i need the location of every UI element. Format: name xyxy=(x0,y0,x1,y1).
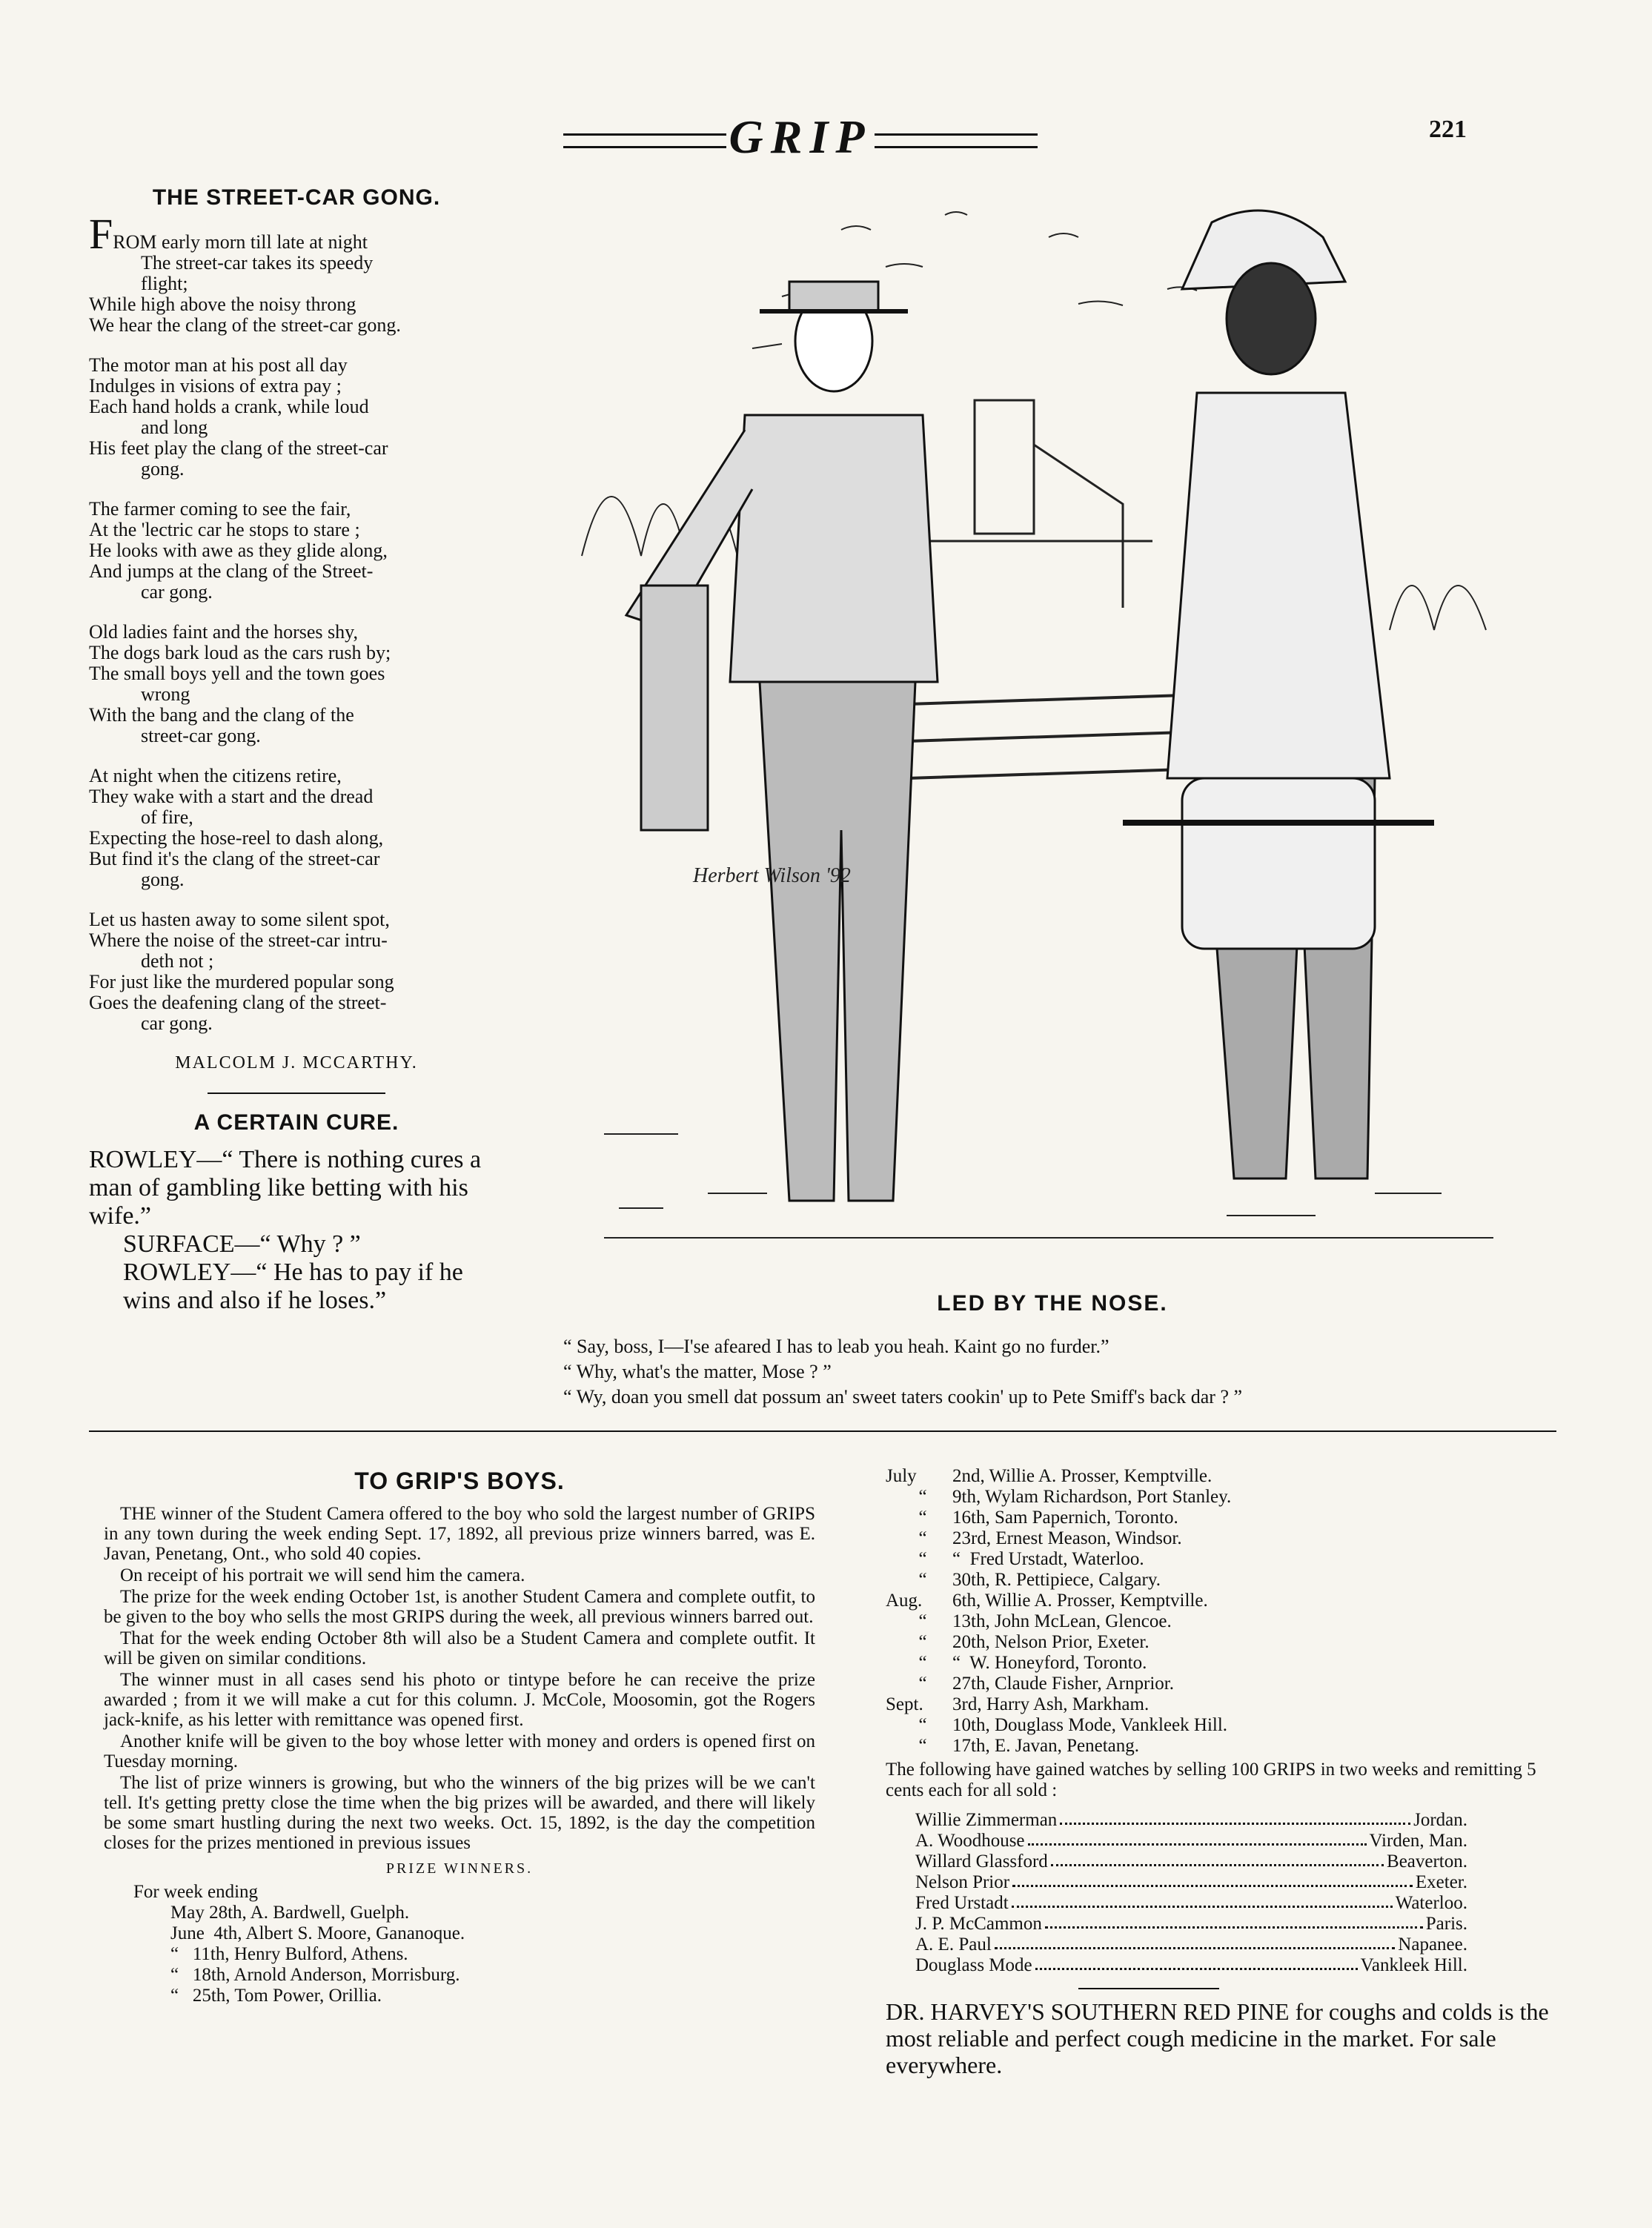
poem-line: street-car gong. xyxy=(141,725,261,746)
poem-line: While high above the noisy throng xyxy=(89,294,356,315)
leader-dots xyxy=(995,1934,1396,1949)
winner-detail: 9th, Wylam Richardson, Port Stanley. xyxy=(952,1487,1232,1507)
artist-signature: Herbert Wilson '92 xyxy=(693,864,851,887)
leader-dots xyxy=(1035,1955,1358,1970)
watch-winner-name: Willard Glassford xyxy=(915,1851,1048,1871)
winners-list xyxy=(886,1466,1575,1757)
winner-entry xyxy=(886,1694,1575,1715)
poem-line: gong. xyxy=(141,869,185,890)
winner-month: “ xyxy=(918,1528,927,1548)
poem-line: FROM early morn till late at night xyxy=(89,210,368,258)
winner-detail: 17th, E. Javan, Penetang. xyxy=(952,1736,1140,1756)
watch-winner-row xyxy=(915,1893,1467,1914)
advert-divider xyxy=(1078,1988,1219,1989)
watch-winner-name: Douglass Mode xyxy=(915,1955,1032,1975)
watch-winner-place: Paris. xyxy=(1425,1914,1467,1934)
cure-line-1: ROWLEY—“ There is nothing cures a man of gambling like betting with his wife.” xyxy=(89,1146,482,1230)
winner-entry xyxy=(886,1508,1575,1528)
winner-month: “ xyxy=(918,1508,927,1528)
poem-stanza xyxy=(89,499,504,603)
watch-winner-place: Virden, Man. xyxy=(1369,1831,1467,1851)
boys-title: TO GRIP'S BOYS. xyxy=(354,1468,565,1494)
poem-line: car gong. xyxy=(141,581,213,603)
poem-line: The small boys yell and the town goes xyxy=(89,663,385,684)
winner-detail: 30th, R. Pettipiece, Calgary. xyxy=(952,1570,1161,1590)
grips-boys-column xyxy=(104,1468,815,2006)
caption-line-2: “ Why, what's the matter, Mose ? ” xyxy=(563,1361,832,1382)
poem-line: and long xyxy=(141,417,208,438)
poem-stanza xyxy=(89,210,504,336)
winner-detail: 27th, Claude Fisher, Arnprior. xyxy=(952,1674,1174,1694)
poem-line: car gong. xyxy=(141,1012,213,1034)
watch-winner-name: A. Woodhouse xyxy=(915,1831,1025,1851)
winners-continued-column xyxy=(886,1466,1575,2078)
watch-winner-row xyxy=(915,1872,1467,1893)
poem-line: The street-car takes its speedy xyxy=(141,252,374,273)
winner-month: “ xyxy=(918,1653,927,1673)
poem-line: The dogs bark loud as the cars rush by; xyxy=(89,642,391,663)
winner-entry xyxy=(886,1487,1575,1508)
winner-month: “ xyxy=(918,1736,927,1756)
horizontal-divider xyxy=(89,1430,1556,1432)
winner-entry xyxy=(886,1736,1575,1757)
section-divider xyxy=(208,1093,385,1094)
poem-line: Expecting the hose-reel to dash along, xyxy=(89,827,384,849)
poem-line: Where the noise of the street-car intru- xyxy=(89,929,388,951)
watch-winner-row xyxy=(915,1914,1467,1934)
winner-detail: “ W. Honeyford, Toronto. xyxy=(952,1653,1147,1673)
boys-paragraph: That for the week ending October 8th will also be a Student Camera and complete outfit. It will be given on similar conditions. xyxy=(104,1628,815,1668)
watches-intro: The following have gained watches by selling 100 GRIPS in two weeks and remitting 5 cents each for all sold : xyxy=(886,1760,1536,1800)
winner-entry: “ 25th, Tom Power, Orillia. xyxy=(170,1986,382,2006)
watch-winner-place: Exeter. xyxy=(1415,1872,1467,1892)
watch-winner-name: Willie Zimmerman xyxy=(915,1810,1058,1830)
winner-month: Aug. xyxy=(886,1591,923,1611)
winner-entry: “ 11th, Henry Bulford, Athens. xyxy=(170,1944,408,1964)
week-ending-label: For week ending xyxy=(133,1882,259,1902)
caption-line-3: “ Wy, doan you smell dat possum an' sweet taters cookin' up to Pete Smiff's back dar ? ” xyxy=(563,1386,1243,1408)
poem-line: And jumps at the clang of the Street- xyxy=(89,560,374,582)
winner-entry xyxy=(886,1466,1575,1487)
poem-line: flight; xyxy=(141,273,188,294)
poem-stanza xyxy=(89,622,504,746)
poem-body xyxy=(89,210,504,1034)
advert-text: for coughs and colds is the most reliable and perfect cough medicine in the market. For sale everywhere. xyxy=(886,1998,1549,2078)
leader-dots xyxy=(1028,1831,1367,1846)
boys-paragraph: The list of prize winners is growing, but who the winners of the big prizes will be we can't tell. It's getting pretty close the time when the big prizes will be awarded, and there will likely be some smart hustling during the next two weeks. Oct. 15, 1892, is the day the competition closes for the prizes mentioned in previous issues xyxy=(104,1773,815,1853)
winner-entry xyxy=(886,1549,1575,1570)
watch-winner-name: A. E. Paul xyxy=(915,1934,992,1955)
poem-line: They wake with a start and the dread xyxy=(89,786,374,807)
watch-winner-row xyxy=(915,1955,1467,1976)
cure-dialogue xyxy=(89,1146,504,1315)
poem-line: of fire, xyxy=(141,806,193,828)
winner-month: “ xyxy=(918,1570,927,1590)
winner-month: “ xyxy=(918,1487,927,1507)
winner-entry: “ 18th, Arnold Anderson, Morrisburg. xyxy=(170,1965,460,1985)
leader-dots xyxy=(1060,1810,1410,1825)
watch-winner-name: Nelson Prior xyxy=(915,1872,1010,1892)
poem-line: We hear the clang of the street-car gong. xyxy=(89,314,401,336)
poem-line: Indulges in visions of extra pay ; xyxy=(89,375,342,397)
winner-entry xyxy=(886,1653,1575,1674)
watch-winner-row xyxy=(915,1831,1467,1851)
poem-line: Let us hasten away to some silent spot, xyxy=(89,909,390,930)
masthead-rule-left xyxy=(563,133,726,148)
winner-detail: 13th, John McLean, Glencoe. xyxy=(952,1611,1172,1631)
boys-paragraph: The prize for the week ending October 1st, is another Student Camera and complete outfit, to be given to the boy who sells the most GRIPS during the week, all previous winners barred out. xyxy=(104,1587,815,1627)
poem-line: wrong xyxy=(141,683,190,705)
poem-stanza xyxy=(89,355,504,480)
poem-line: For just like the murdered popular song xyxy=(89,971,394,992)
watch-winner-row xyxy=(915,1934,1467,1955)
watch-winner-place: Napanee. xyxy=(1398,1934,1467,1955)
poem-line: At the 'lectric car he stops to stare ; xyxy=(89,519,360,540)
poem-line: gong. xyxy=(141,458,185,480)
winner-entry: June 4th, Albert S. Moore, Gananoque. xyxy=(170,1923,465,1943)
masthead xyxy=(541,111,1060,163)
cartoon-illustration xyxy=(560,170,1545,1260)
caption-line-1: “ Say, boss, I—I'se afeared I has to leab you heah. Kaint go no furder.” xyxy=(563,1336,1109,1357)
poem-author: MALCOLM J. MCCARTHY. xyxy=(175,1053,418,1072)
advert-brand: DR. HARVEY'S SOUTHERN RED PINE xyxy=(886,1998,1290,2025)
page-number: 221 xyxy=(1429,116,1467,143)
boys-paragraph: Another knife will be given to the boy whose letter with money and orders is opened first on Tuesday morning. xyxy=(104,1731,815,1771)
winner-detail: 6th, Willie A. Prosser, Kemptville. xyxy=(952,1591,1208,1611)
poem-line: His feet play the clang of the street-car xyxy=(89,437,388,459)
poem-line: With the bang and the clang of the xyxy=(89,704,354,726)
cartoon-title: LED BY THE NOSE. xyxy=(937,1291,1168,1316)
winner-month: “ xyxy=(918,1674,927,1694)
winner-entry xyxy=(886,1632,1575,1653)
cartoon-drawing xyxy=(560,170,1545,1260)
boys-paragraph: THE winner of the Student Camera offered to the boy who sold the largest number of GRIPS in any town during the week ending Sept. 17, 1892, all previous prize winners barred, was E. Javan, Penetang, Ont., who sold 40 copies. xyxy=(104,1504,815,1564)
gentleman-figure xyxy=(626,282,938,1201)
poem-line: deth not ; xyxy=(141,950,214,972)
winner-month: “ xyxy=(918,1632,927,1652)
winner-month: Sept. xyxy=(886,1694,923,1714)
winner-entry xyxy=(886,1591,1575,1611)
watch-winner-row xyxy=(915,1851,1467,1872)
poem-line: Old ladies faint and the horses shy, xyxy=(89,621,358,643)
watch-winner-row xyxy=(915,1810,1467,1831)
watch-winner-name: J. P. McCammon xyxy=(915,1914,1042,1934)
cartoon-caption xyxy=(563,1334,1549,1410)
boys-paragraph: On receipt of his portrait we will send him the camera. xyxy=(120,1565,525,1585)
winner-detail: “ Fred Urstadt, Waterloo. xyxy=(952,1549,1144,1569)
winner-entry xyxy=(886,1611,1575,1632)
advert xyxy=(886,1998,1575,2078)
poem-line: At night when the citizens retire, xyxy=(89,765,342,786)
winner-detail: 10th, Douglass Mode, Vankleek Hill. xyxy=(952,1715,1228,1735)
winner-detail: 2nd, Willie A. Prosser, Kemptville. xyxy=(952,1466,1213,1486)
winner-month: “ xyxy=(918,1715,927,1735)
poem-line: The farmer coming to see the fair, xyxy=(89,498,351,520)
winner-month: “ xyxy=(918,1611,927,1631)
watch-winner-place: Jordan. xyxy=(1413,1810,1467,1830)
leader-dots xyxy=(1012,1893,1393,1908)
poem-title: THE STREET-CAR GONG. xyxy=(152,185,441,210)
cure-line-2: SURFACE—“ Why ? ” xyxy=(123,1230,361,1258)
watch-winner-name: Fred Urstadt xyxy=(915,1893,1009,1913)
winner-entry: May 28th, A. Bardwell, Guelph. xyxy=(170,1903,410,1923)
boys-paragraph: The winner must in all cases send his photo or tintype before he can receive the prize awarded ; from it we will make a cut for this column. J. McCole, Moosomin, got the Rogers jack-knife, as his letter with remittance was opened first. xyxy=(104,1670,815,1730)
watch-winner-place: Waterloo. xyxy=(1395,1893,1467,1913)
poem-line: The motor man at his post all day xyxy=(89,354,348,376)
poem-stanza xyxy=(89,766,504,890)
leader-dots xyxy=(1045,1914,1423,1929)
winner-detail: 16th, Sam Papernich, Toronto. xyxy=(952,1508,1178,1528)
poem-line: Each hand holds a crank, while loud xyxy=(89,396,369,417)
winner-detail: 23rd, Ernest Meason, Windsor. xyxy=(952,1528,1182,1548)
watch-winner-place: Beaverton. xyxy=(1387,1851,1467,1871)
cure-line-3: ROWLEY—“ He has to pay if he wins and also if he loses.” xyxy=(123,1259,463,1314)
winner-detail: 3rd, Harry Ash, Markham. xyxy=(952,1694,1150,1714)
cure-title: A CERTAIN CURE. xyxy=(193,1110,399,1135)
winner-month: “ xyxy=(918,1549,927,1569)
winner-month: July xyxy=(886,1466,917,1486)
poem-line: Goes the deafening clang of the street- xyxy=(89,992,387,1013)
poem-line: He looks with awe as they glide along, xyxy=(89,540,388,561)
poem-stanza xyxy=(89,909,504,1034)
masthead-rule-right xyxy=(875,133,1038,148)
leader-dots xyxy=(1012,1872,1413,1887)
winner-entry xyxy=(886,1570,1575,1591)
masthead-title: GRIP xyxy=(729,110,872,163)
winner-detail: 20th, Nelson Prior, Exeter. xyxy=(952,1632,1150,1652)
winner-entry xyxy=(886,1674,1575,1694)
winner-entry xyxy=(886,1528,1575,1549)
poem-column xyxy=(89,185,504,1315)
watches-list xyxy=(915,1810,1467,1976)
watch-winner-place: Vankleek Hill. xyxy=(1360,1955,1467,1975)
winner-entry xyxy=(886,1715,1575,1736)
poem-line: But find it's the clang of the street-car xyxy=(89,848,380,869)
leader-dots xyxy=(1051,1851,1384,1866)
prize-winners-heading: PRIZE WINNERS. xyxy=(385,1860,534,1877)
